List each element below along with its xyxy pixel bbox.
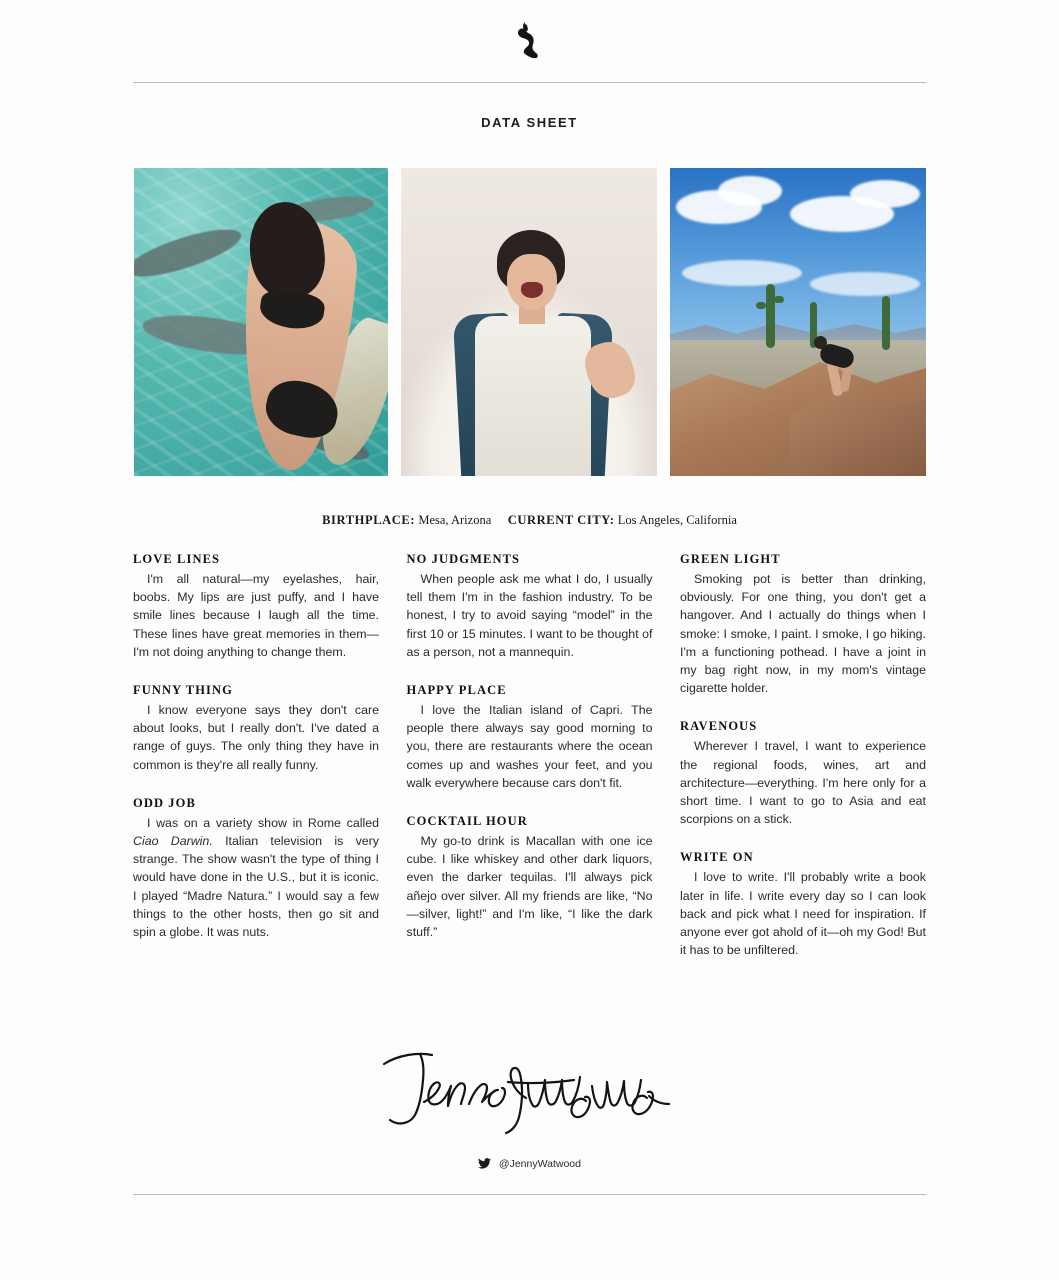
entry-body: Smoking pot is better than drinking, obviously. For one thing, you don't get a hangover. And I actually do things when I smoke: I smoke, I paint. I smoke, I go hiking. I'm a functioning pothead. I have a joint in my bag right now, in my mom's vintage cigarette holder.: [680, 572, 926, 696]
entry-no-judgments: [407, 552, 653, 661]
entry-love-lines: [133, 552, 379, 661]
entry-body-italic: Ciao Darwin.: [133, 834, 213, 849]
entry-green-light: [680, 552, 926, 697]
laughing-mouth: [521, 282, 543, 298]
masthead: [0, 22, 1059, 63]
birthplace-label: BIRTHPLACE:: [322, 513, 416, 527]
entry-title: COCKTAIL HOUR: [406, 814, 528, 829]
entry-happy-place: [407, 683, 653, 792]
entry-title: LOVE LINES: [133, 552, 221, 566]
entry-odd-job: [133, 796, 379, 941]
data-sheet-columns: [133, 552, 926, 959]
column-right: [680, 552, 926, 959]
cloud-shape: [718, 176, 782, 206]
signature: [0, 1038, 1059, 1143]
column-center: [407, 552, 653, 959]
entry-ravenous: [680, 719, 926, 828]
column-left: [133, 552, 379, 959]
cactus-arm: [774, 296, 784, 303]
entry-body: I'm all natural—my eyelashes, hair, boobs. My lips are just puffy, and I have smile lines because I laugh all the time. These lines have great memories in them—I'm not doing anything to change them.: [133, 572, 379, 659]
entry-body: I know everyone says they don't care about looks, but I really don't. I've dated a range of guys. The only thing they have in common is they're all really funny.: [133, 703, 379, 772]
entry-title: HAPPY PLACE: [406, 683, 507, 698]
playboy-bunny-logo-icon: [515, 22, 545, 58]
photo-strip: [134, 168, 926, 476]
vitals-line: [0, 512, 1059, 528]
entry-body-pre: I was on a variety show in Rome called: [147, 815, 379, 830]
bottom-divider-rule: [133, 1194, 926, 1195]
photo-swimming-with-sharks: [134, 168, 388, 476]
entry-body: My go-to drink is Macallan with one ice cube. I like whiskey and other dark liquors, even the darker tequilas. I'll always pick añejo over silver. All my friends are like, “No—silver, light!” and I'm like, “I like the dark stuff.”: [406, 834, 653, 940]
entry-write-on: [680, 850, 926, 959]
birthplace-value: Mesa, Arizona: [418, 513, 492, 527]
cactus-icon: [766, 284, 775, 348]
entry-body: Wherever I travel, I want to experience the regional foods, wines, art and architecture—everything. I'm here only for a short time. I want to go to Asia and eat scorpions on a stick.: [680, 739, 926, 827]
white-top: [475, 316, 591, 476]
entry-body: When people ask me what I do, I usually tell them I'm in the fashion industry. To be honest, I try to avoid saying “model” in the first 10 or 15 minutes. I want to be thought of as a person, not a mannequin.: [406, 572, 653, 659]
entry-title: WRITE ON: [680, 850, 754, 865]
photo-desert-hike: [670, 168, 926, 476]
entry-body-post: Italian television is very strange. The show wasn't the type of thing I would have done in the U.S., but it is iconic. I played “Madre Natura.” I would say a few things to the other hosts, then go sit and spin a globe. It was nuts.: [133, 834, 379, 940]
cactus-arm: [756, 302, 766, 309]
social-handle[interactable]: [0, 1158, 1059, 1172]
entry-title: RAVENOUS: [680, 719, 758, 734]
entry-title: FUNNY THING: [133, 683, 233, 698]
cloud-shape: [810, 272, 920, 296]
entry-funny-thing: [133, 683, 379, 774]
current-city-value: Los Angeles, California: [617, 513, 737, 527]
photo-laughing-portrait: [401, 168, 657, 476]
social-handle-text: @JennyWatwood: [498, 1158, 581, 1170]
entry-cocktail-hour: [407, 814, 653, 941]
entry-body: I love the Italian island of Capri. The people there always say good morning to you, there are restaurants where the ocean comes up and washes your feet, and you walk everywhere because cars don't fit.: [406, 703, 653, 790]
top-divider-rule: [133, 82, 926, 83]
handwritten-signature-icon: [380, 1038, 680, 1138]
cloud-shape: [682, 260, 802, 286]
entry-title: ODD JOB: [133, 795, 196, 810]
entry-title: GREEN LIGHT: [680, 552, 781, 566]
hiker-head: [814, 336, 827, 349]
page-title: DATA SHEET: [481, 115, 578, 130]
cloud-shape: [850, 180, 920, 208]
cactus-icon: [882, 296, 890, 350]
entry-body: [133, 814, 379, 941]
entry-body: I love to write. I'll probably write a book later in life. I write every day so I can look back and pick what I need for inspiration. If anyone ever got ahold of it—oh my God! But it has to be unfiltered.: [680, 870, 926, 958]
twitter-bird-icon: [478, 1160, 494, 1172]
entry-title: NO JUDGMENTS: [406, 552, 521, 566]
current-city-label: CURRENT CITY:: [507, 513, 615, 527]
